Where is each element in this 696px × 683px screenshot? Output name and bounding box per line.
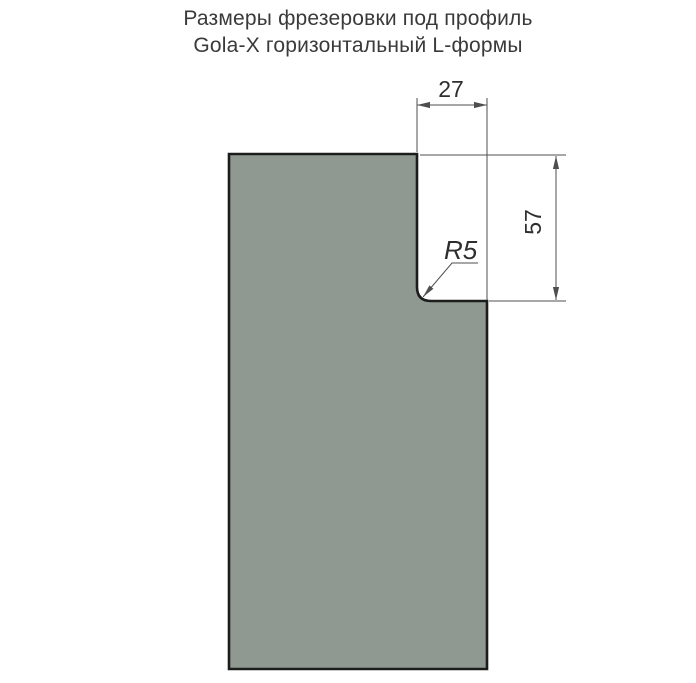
title-line-2: Gola-X горизонтальный L-формы xyxy=(193,34,523,57)
dim-label-27: 27 xyxy=(438,76,464,102)
arrowhead-top-57 xyxy=(553,156,559,169)
arrowhead-bottom-57 xyxy=(553,287,559,300)
radius-leader-line xyxy=(423,263,478,297)
profile-shape xyxy=(229,154,487,669)
dim-label-57: 57 xyxy=(520,209,546,235)
title-line-1: Размеры фрезеровки под профиль xyxy=(183,7,533,30)
arrowhead-left-27 xyxy=(417,102,430,108)
dim-label-radius: R5 xyxy=(444,235,478,265)
arrowhead-right-27 xyxy=(474,102,487,108)
